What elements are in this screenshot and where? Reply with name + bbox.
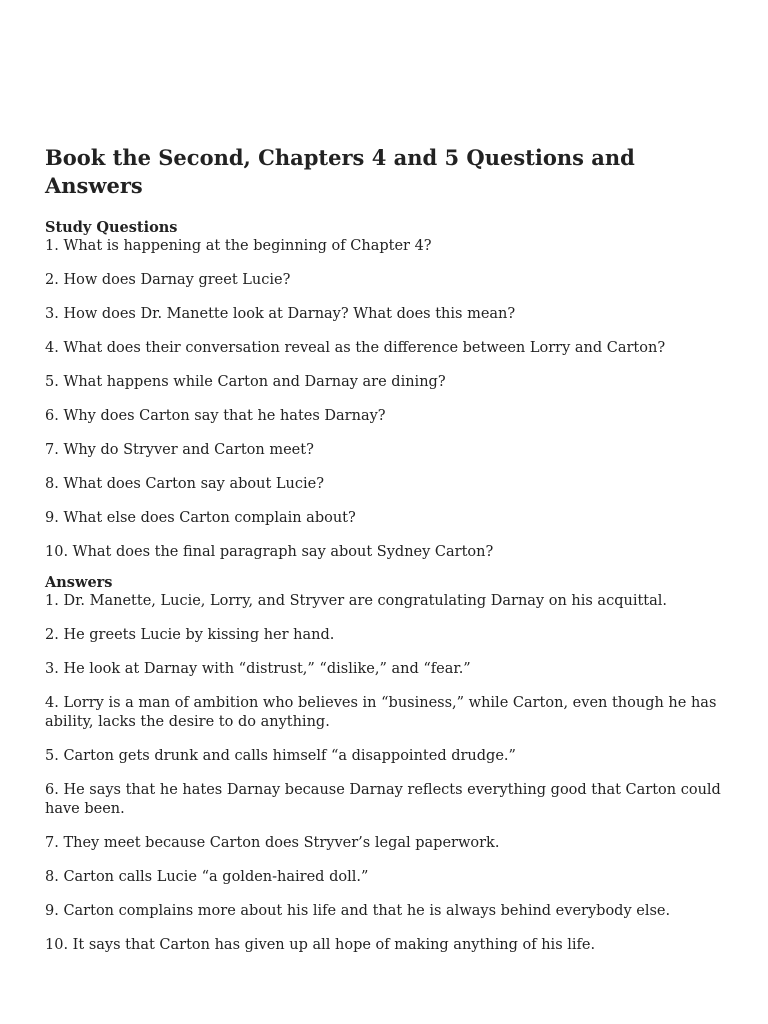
question-item: 9. What else does Carton complain about? [45,510,356,526]
answer-item: 7. They meet because Carton does Stryver’s legal paperwork. [45,835,500,851]
answer-item: 4. Lorry is a man of ambition who believes in “business,” while Carton, even though he has ability, lacks the desire to do anything. [45,695,717,730]
answer-item: 6. He says that he hates Darnay because Darnay reflects everything good that Carton could have been. [45,782,721,817]
answer-item: 10. It says that Carton has given up all hope of making anything of his life. [45,937,596,953]
answer-item: 3. He look at Darnay with “distrust,” “dislike,” and “fear.” [45,661,471,677]
answers-section [45,573,725,955]
answer-item: 5. Carton gets drunk and calls himself “a disappointed drudge.” [45,748,516,764]
page-title: Book the Second, Chapters 4 and 5 Questions and Answers [45,145,635,198]
question-item: 5. What happens while Carton and Darnay are dining? [45,374,446,390]
question-item: 6. Why does Carton say that he hates Darnay? [45,408,386,424]
question-item: 7. Why do Stryver and Carton meet? [45,442,314,458]
question-item: 4. What does their conversation reveal as the difference between Lorry and Carton? [45,340,666,356]
study-questions-heading: Study Questions [45,219,178,236]
question-item: 2. How does Darnay greet Lucie? [45,272,291,288]
answers-heading: Answers [45,574,113,591]
question-item: 8. What does Carton say about Lucie? [45,476,324,492]
question-item: 3. How does Dr. Manette look at Darnay? What does this mean? [45,306,516,322]
document-page [45,144,725,970]
question-item: 1. What is happening at the beginning of Chapter 4? [45,238,432,254]
answer-item: 8. Carton calls Lucie “a golden-haired doll.” [45,869,369,885]
question-item: 10. What does the final paragraph say about Sydney Carton? [45,544,494,560]
answer-item: 9. Carton complains more about his life and that he is always behind everybody else. [45,903,671,919]
answer-item: 2. He greets Lucie by kissing her hand. [45,627,335,643]
study-questions-section [45,218,725,562]
answer-item: 1. Dr. Manette, Lucie, Lorry, and Stryver are congratulating Darnay on his acquittal. [45,593,668,609]
